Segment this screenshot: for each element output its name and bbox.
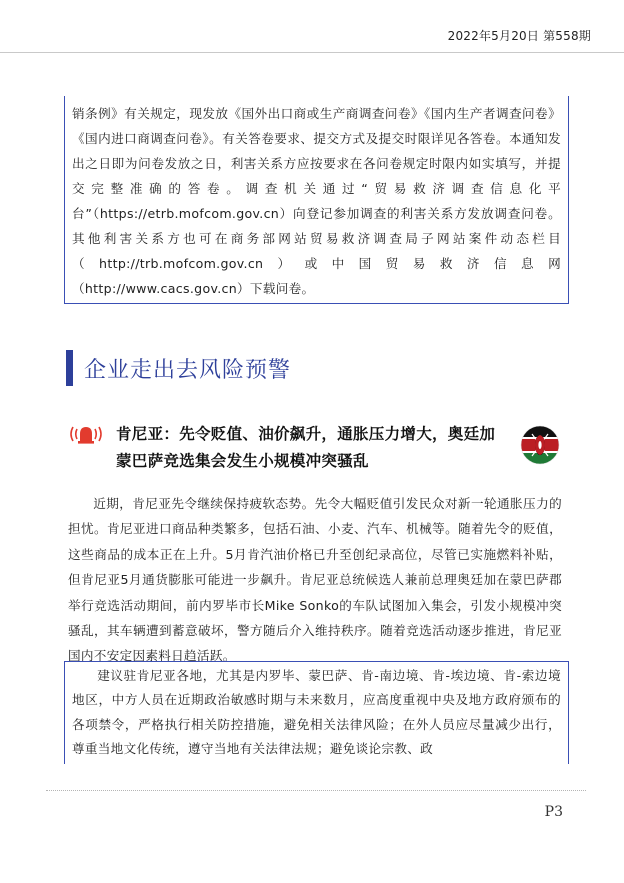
kenya-flag-icon — [520, 425, 560, 465]
section-heading — [66, 350, 291, 386]
header-divider — [0, 52, 624, 53]
section-title: 企业走出去风险预警 — [84, 357, 292, 383]
page-number: P3 — [544, 804, 563, 820]
news-body-paragraph: 近期，肯尼亚先令继续保持疲软态势。先令大幅贬值引发民众对新一轮通胀压力的担忧。肯尼亚进口商品种类繁多，包括石油、小麦、汽车、机械等。随着先令的贬值，这些商品的成本正在上升。5月肯汽油价格已升至创纪录高位，尽管已实施燃料补贴，但肯尼亚5月通货膨胀可能进一步飙升。肯尼亚总统候选人兼前总理奥廷加在蒙巴萨郡举行竞选活动期间，前内罗毕市长Mike Sonko的车队试图加入集会，引发小规模冲突骚乱，其车辆遭到蓄意破坏，警方随后介入维持秩序。随着竞选活动逐步推进，肯尼亚国内不安定因素料日趋活跃。 — [68, 496, 562, 664]
news-title-line-2: 蒙巴萨竞选集会发生小规模冲突骚乱 — [116, 452, 369, 470]
news-title — [116, 421, 511, 475]
notice-text: 销条例》有关规定，现发放《国外出口商或生产商调查问卷》《国内生产者调查问卷》《国内进口商调查问卷》。有关答卷要求、提交方式及提交时限详见各答卷。本通知发出之日即为问卷发放之日，利害关系方应按要求在各问卷规定时限内如实填写，并提交完整准确的答卷。调查机关通过“贸易救济调查信息化平台”（https://etrb.mofcom.gov.cn）向登记参加调查的利害关系方发放调查问卷。其他利害关系方也可在商务部网站贸易救济调查局子网站案件动态栏目（http://trb.mofcom.gov.cn）或中国贸易救济信息网（http://www.cacs.gov.cn）下载问卷。 — [72, 106, 561, 296]
section-accent-bar — [66, 350, 73, 386]
news-title-line-1: 肯尼亚：先令贬值、油价飙升，通胀压力增大，奥廷加 — [116, 425, 496, 443]
advice-box — [64, 661, 569, 764]
footer-divider — [46, 790, 586, 791]
alarm-bell-icon — [68, 423, 104, 445]
notice-box — [64, 96, 569, 304]
issue-date: 2022年5月20日 第558期 — [447, 29, 591, 43]
advice-text: 建议驻肯尼亚各地，尤其是内罗毕、蒙巴萨、肯-南边境、肯-埃边境、肯-索边境地区，中方人员在近期政治敏感时期与未来数月，应高度重视中央及地方政府颁布的各项禁令，严格执行相关防控措施，避免相关法律风险；在外人员应尽量减少出行，尊重当地文化传统，遵守当地有关法律法规；避免谈论宗教、政 — [72, 668, 561, 757]
